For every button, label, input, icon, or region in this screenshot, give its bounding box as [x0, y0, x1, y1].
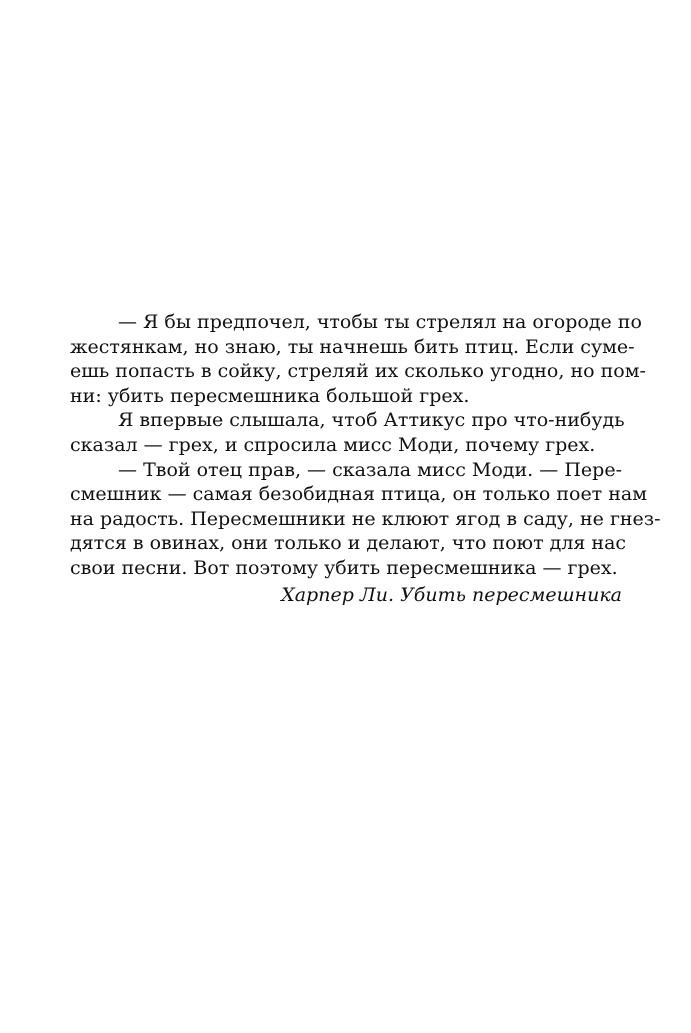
paragraph-3: [70, 458, 661, 581]
epigraph: [70, 310, 661, 607]
text-line: на радость. Пересмешники не клюют ягод в саду, не гнез-: [70, 507, 661, 530]
text-line: сказал — грех, и спросила мисс Моди, почему грех.: [70, 433, 596, 456]
text-line: свои песни. Вот поэтому убить пересмешника — грех.: [70, 556, 618, 579]
text-line: — Я бы предпочел, чтобы ты стрелял на огороде по: [118, 311, 642, 333]
epigraph-attribution: Харпер Ли. Убить пересмешника: [281, 583, 622, 606]
paragraph-1: [70, 310, 646, 408]
text-line: — Твой отец прав, — сказала мисс Моди. — Пере-: [118, 458, 622, 481]
text-line: смешник — самая безобидная птица, он только поет нам: [70, 483, 648, 506]
text-line: Я впервые слышала, чтоб Аттикус про что-нибудь: [118, 409, 625, 432]
text-line: ни: убить пересмешника большой грех.: [70, 384, 470, 407]
text-line: ешь попасть в сойку, стреляй их сколько угодно, но пом-: [70, 360, 646, 383]
text-line: жестянкам, но знаю, ты начнешь бить птиц. Если суме-: [70, 335, 635, 358]
text-line: дятся в овинах, они только и делают, что поют для нас: [70, 532, 627, 555]
paragraph-2: [70, 408, 625, 457]
